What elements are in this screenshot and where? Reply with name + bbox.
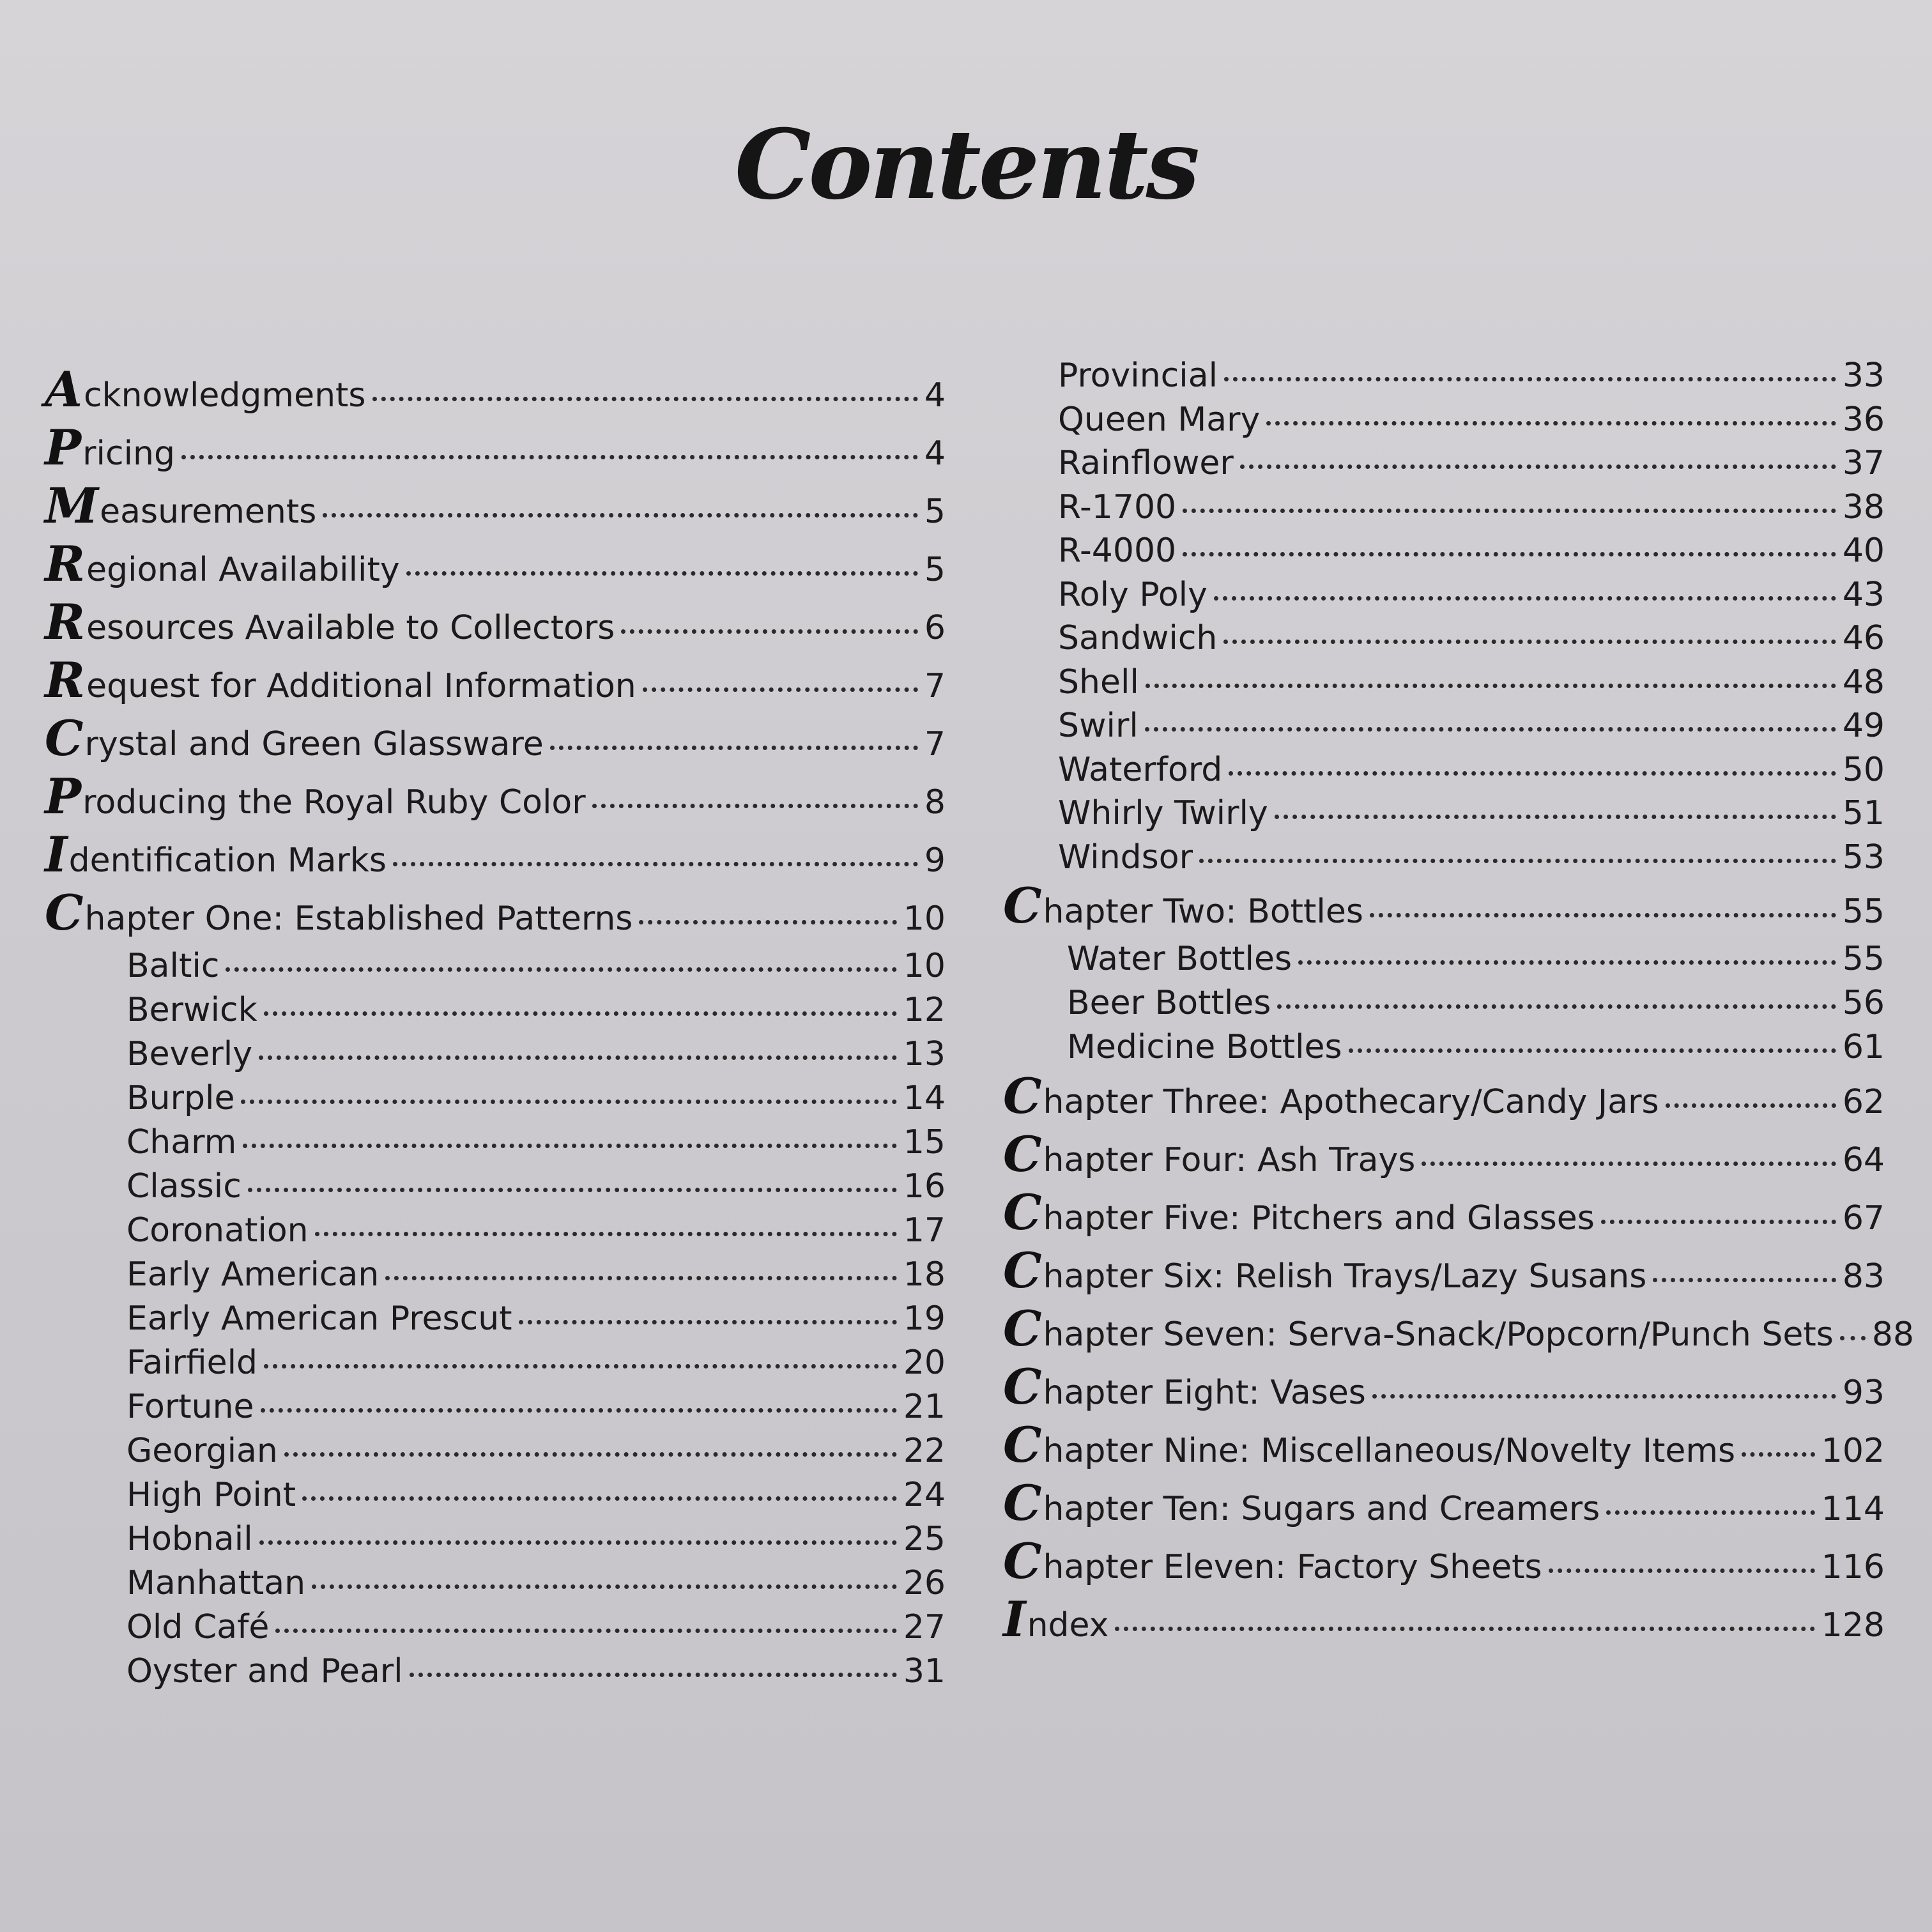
toc-subentry[interactable]	[1003, 707, 1885, 751]
dot-leader	[1183, 509, 1836, 513]
dot-leader	[393, 862, 918, 866]
toc-initial: C	[1003, 1184, 1042, 1241]
toc-page-number: 14	[903, 1079, 946, 1117]
dot-leader	[639, 920, 896, 924]
toc-label: High Point	[126, 1476, 296, 1514]
dot-leader	[385, 1276, 897, 1280]
toc-page-number: 18	[903, 1255, 946, 1294]
toc-page-number: 48	[1842, 663, 1885, 702]
dot-leader	[1372, 1394, 1836, 1399]
dot-leader	[1840, 1336, 1866, 1340]
toc-subentry[interactable]	[45, 1432, 946, 1476]
toc-label: Classic	[126, 1167, 241, 1206]
dot-leader	[1115, 1627, 1814, 1631]
toc-page-number: 64	[1842, 1141, 1885, 1179]
toc-entry[interactable]	[1003, 877, 1885, 940]
toc-page-number: 53	[1842, 838, 1885, 877]
toc-page-number: 10	[903, 947, 946, 985]
toc-subentry[interactable]	[1003, 838, 1885, 882]
toc-label: Sandwich	[1058, 619, 1218, 657]
right-column	[1003, 356, 1914, 1653]
toc-label: Fairfield	[126, 1344, 258, 1382]
toc-entry[interactable]	[45, 652, 946, 714]
toc-initial: C	[1003, 1416, 1042, 1473]
toc-subentry[interactable]	[45, 1520, 946, 1564]
toc-label: equest for Additional Information	[86, 667, 636, 705]
toc-label: Roly Poly	[1058, 575, 1208, 614]
toc-label: hapter Three: Apothecary/Candy Jars	[1043, 1083, 1659, 1121]
toc-label: ricing	[82, 434, 175, 473]
dot-leader	[1199, 859, 1836, 863]
toc-page-number: 10	[903, 900, 946, 938]
toc-page-number: 20	[903, 1344, 946, 1382]
toc-page-number: 5	[924, 551, 946, 589]
toc-initial: R	[45, 535, 86, 592]
toc-page-number: 67	[1842, 1199, 1885, 1238]
dot-leader	[1275, 815, 1836, 819]
dot-leader	[1666, 1103, 1836, 1108]
toc-page-number: 21	[903, 1388, 946, 1426]
toc-initial: I	[45, 826, 68, 883]
dot-leader	[1224, 377, 1836, 381]
dot-leader	[226, 967, 896, 972]
toc-subentry[interactable]	[45, 1388, 946, 1432]
toc-page-number: 27	[903, 1608, 946, 1646]
dot-leader	[315, 1232, 897, 1236]
toc-page-number: 36	[1842, 400, 1885, 439]
toc-page-number: 7	[924, 725, 946, 763]
toc-entry[interactable]	[1003, 1184, 1885, 1246]
toc-page-number: 55	[1842, 940, 1885, 978]
dot-leader	[1606, 1510, 1814, 1515]
toc-initial: P	[45, 419, 82, 476]
toc-subentry[interactable]	[1003, 576, 1885, 620]
toc-subentry[interactable]	[45, 1564, 946, 1608]
toc-initial: C	[1003, 1475, 1042, 1531]
toc-page-number: 8	[924, 783, 946, 822]
toc-label: roducing the Royal Ruby Color	[82, 783, 586, 822]
toc-page-number: 83	[1842, 1257, 1885, 1296]
toc-subentry[interactable]	[1003, 1028, 1885, 1072]
toc-label: hapter Six: Relish Trays/Lazy Susans	[1043, 1257, 1647, 1296]
toc-subentry[interactable]	[45, 1167, 946, 1211]
toc-label: R-1700	[1058, 487, 1177, 526]
toc-label: hapter Five: Pitchers and Glasses	[1043, 1199, 1595, 1238]
toc-page-number: 46	[1842, 619, 1885, 657]
dot-leader	[372, 397, 918, 401]
toc-label: Burple	[126, 1079, 235, 1117]
dot-leader	[1145, 727, 1836, 732]
toc-subentry[interactable]	[45, 1476, 946, 1520]
toc-page-number: 19	[903, 1300, 946, 1338]
toc-page-number: 4	[924, 376, 946, 415]
toc-label: Hobnail	[126, 1520, 253, 1558]
toc-initial: C	[1003, 1126, 1042, 1183]
toc-label: Shell	[1058, 663, 1139, 702]
toc-entry[interactable]	[1003, 1591, 1885, 1653]
toc-initial: C	[1003, 1300, 1042, 1357]
toc-label: rystal and Green Glassware	[84, 725, 544, 763]
toc-subentry[interactable]	[45, 1300, 946, 1344]
toc-entry[interactable]	[45, 826, 946, 889]
toc-label: Waterford	[1058, 750, 1223, 789]
toc-label: hapter Seven: Serva-Snack/Popcorn/Punch Sets	[1043, 1315, 1834, 1354]
toc-subentry[interactable]	[45, 1211, 946, 1255]
toc-subentry[interactable]	[1003, 532, 1885, 576]
toc-initial: C	[1003, 1533, 1042, 1590]
toc-page-number: 31	[903, 1652, 946, 1690]
toc-initial: C	[1003, 1068, 1042, 1124]
toc-label: Beer Bottles	[1067, 984, 1271, 1022]
toc-subentry[interactable]	[1003, 444, 1885, 488]
toc-label: R-4000	[1058, 532, 1177, 570]
toc-entry[interactable]	[1003, 1242, 1885, 1305]
toc-page-number: 55	[1842, 893, 1885, 931]
toc-initial: C	[1003, 1242, 1042, 1299]
dot-leader	[1742, 1452, 1815, 1457]
toc-subentry[interactable]	[1003, 940, 1885, 984]
toc-page-number: 26	[903, 1564, 946, 1602]
toc-page-number: 102	[1821, 1432, 1885, 1470]
toc-page-number: 43	[1842, 575, 1885, 614]
toc-label: hapter Ten: Sugars and Creamers	[1043, 1490, 1600, 1528]
toc-label: Georgian	[126, 1432, 278, 1470]
toc-label: Rainflower	[1058, 444, 1234, 482]
toc-label: dentification Marks	[68, 841, 387, 880]
toc-subentry[interactable]	[1003, 488, 1885, 532]
toc-label: Beverly	[126, 1035, 253, 1073]
dot-leader	[275, 1629, 896, 1633]
dot-leader	[1146, 684, 1836, 688]
dot-leader	[621, 629, 918, 634]
toc-page-number: 51	[1842, 794, 1885, 832]
toc-initial: M	[45, 477, 99, 534]
toc-label: Old Café	[126, 1608, 270, 1646]
dot-leader	[241, 1100, 896, 1104]
toc-page-number: 6	[924, 609, 946, 647]
toc-label: Queen Mary	[1058, 400, 1261, 439]
toc-page-number: 24	[903, 1476, 946, 1514]
dot-leader	[519, 1320, 897, 1324]
toc-page-number: 50	[1842, 750, 1885, 789]
dot-leader	[1183, 552, 1836, 556]
dot-leader	[1229, 771, 1836, 776]
dot-leader	[1549, 1568, 1815, 1573]
toc-entry[interactable]	[45, 477, 946, 540]
dot-leader	[1653, 1278, 1836, 1282]
toc-initial: R	[45, 652, 86, 709]
toc-subentry[interactable]	[45, 947, 946, 991]
toc-entry[interactable]	[1003, 1126, 1885, 1188]
dot-leader	[181, 455, 918, 459]
toc-entry[interactable]	[45, 361, 946, 424]
page-title: Contents	[734, 109, 1197, 221]
toc-label: cknowledgments	[83, 376, 366, 415]
toc-initial: A	[45, 361, 82, 418]
toc-label: Berwick	[126, 991, 257, 1029]
toc-label: Windsor	[1058, 838, 1193, 877]
dot-leader	[323, 513, 918, 518]
toc-label: esources Available to Collectors	[86, 609, 615, 647]
toc-subentry[interactable]	[1003, 984, 1885, 1028]
toc-subentry[interactable]	[1003, 356, 1885, 401]
toc-page-number: 38	[1842, 487, 1885, 526]
toc-page-number: 25	[903, 1520, 946, 1558]
toc-page-number: 114	[1821, 1490, 1885, 1528]
toc-entry[interactable]	[1003, 1358, 1885, 1421]
toc-page-number: 62	[1842, 1083, 1885, 1121]
toc-label: hapter Nine: Miscellaneous/Novelty Items	[1043, 1432, 1736, 1470]
toc-page-number: 7	[924, 667, 946, 705]
toc-initial: C	[45, 710, 84, 767]
toc-label: Oyster and Pearl	[126, 1652, 403, 1690]
toc-label: hapter Two: Bottles	[1043, 893, 1363, 931]
toc-subentry[interactable]	[45, 1608, 946, 1652]
toc-label: hapter Eleven: Factory Sheets	[1043, 1548, 1542, 1586]
toc-label: egional Availability	[86, 551, 400, 589]
dot-leader	[264, 1011, 897, 1016]
dot-leader	[1240, 464, 1836, 469]
dot-leader	[410, 1673, 897, 1677]
dot-leader	[1349, 1048, 1836, 1053]
toc-label: Water Bottles	[1067, 940, 1292, 978]
dot-leader	[259, 1540, 897, 1545]
toc-entry[interactable]	[45, 535, 946, 598]
dot-leader	[302, 1496, 897, 1501]
toc-page-number: 4	[924, 434, 946, 473]
dot-leader	[1601, 1220, 1836, 1224]
toc-label: Swirl	[1058, 707, 1138, 745]
toc-page-number: 116	[1821, 1548, 1885, 1586]
dot-leader	[406, 571, 918, 576]
toc-label: Coronation	[126, 1211, 309, 1250]
toc-entry[interactable]	[1003, 1300, 1914, 1363]
dot-leader	[264, 1364, 897, 1368]
toc-page-number: 37	[1842, 444, 1885, 482]
dot-leader	[259, 1055, 897, 1060]
dot-leader	[261, 1408, 897, 1413]
dot-leader	[1277, 1004, 1836, 1009]
toc-subentry[interactable]	[45, 1123, 946, 1167]
toc-label: ndex	[1027, 1606, 1109, 1644]
toc-label: Early American	[126, 1255, 379, 1294]
toc-entry[interactable]	[45, 710, 946, 772]
toc-page-number: 22	[903, 1432, 946, 1470]
toc-label: easurements	[100, 493, 317, 531]
left-column	[45, 361, 946, 1696]
dot-leader	[243, 1144, 897, 1148]
toc-initial: I	[1003, 1591, 1026, 1648]
toc-subentry[interactable]	[1003, 619, 1885, 663]
toc-entry[interactable]	[45, 884, 946, 947]
toc-page-number: 40	[1842, 532, 1885, 570]
dot-leader	[248, 1188, 897, 1192]
dot-leader	[312, 1584, 897, 1589]
toc-subentry[interactable]	[45, 1344, 946, 1388]
toc-label: Manhattan	[126, 1564, 306, 1602]
toc-initial: P	[45, 768, 82, 825]
dot-leader	[1266, 421, 1836, 425]
toc-page-number: 56	[1842, 984, 1885, 1022]
dot-leader	[284, 1452, 897, 1457]
toc-page-number: 15	[903, 1123, 946, 1162]
dot-leader	[1223, 640, 1836, 644]
toc-entry[interactable]	[1003, 1068, 1885, 1130]
toc-label: Charm	[126, 1123, 237, 1162]
toc-initial: C	[45, 884, 84, 941]
toc-page-number: 12	[903, 991, 946, 1029]
toc-entry[interactable]	[1003, 1475, 1885, 1537]
toc-subentry[interactable]	[1003, 751, 1885, 795]
toc-page-number: 5	[924, 493, 946, 531]
toc-entry[interactable]	[45, 419, 946, 482]
toc-label: Early American Prescut	[126, 1300, 512, 1338]
toc-label: hapter One: Established Patterns	[84, 900, 633, 938]
toc-initial: R	[45, 594, 86, 650]
toc-label: Provincial	[1058, 356, 1218, 395]
toc-label: hapter Eight: Vases	[1043, 1374, 1366, 1412]
toc-initial: C	[1003, 1358, 1042, 1415]
toc-page-number: 88	[1871, 1315, 1914, 1354]
toc-subentry[interactable]	[45, 1035, 946, 1079]
toc-label: Baltic	[126, 947, 220, 985]
toc-subentry[interactable]	[1003, 794, 1885, 838]
toc-page-number: 9	[924, 841, 946, 880]
toc-entry[interactable]	[45, 594, 946, 656]
toc-label: Whirly Twirly	[1058, 794, 1268, 832]
toc-page-number: 61	[1842, 1028, 1885, 1066]
toc-subentry[interactable]	[45, 1079, 946, 1123]
dot-leader	[1214, 596, 1836, 601]
toc-label: Medicine Bottles	[1067, 1028, 1342, 1066]
dot-leader	[550, 746, 918, 750]
toc-subentry[interactable]	[45, 991, 946, 1035]
toc-entry[interactable]	[1003, 1416, 1885, 1479]
toc-page-number: 33	[1842, 356, 1885, 395]
toc-page-number: 128	[1821, 1606, 1885, 1644]
dot-leader	[592, 804, 918, 808]
toc-page-number: 16	[903, 1167, 946, 1206]
toc-page-number: 13	[903, 1035, 946, 1073]
toc-subentry[interactable]	[45, 1255, 946, 1300]
toc-initial: C	[1003, 877, 1042, 934]
toc-label: hapter Four: Ash Trays	[1043, 1141, 1416, 1179]
dot-leader	[1370, 913, 1836, 917]
toc-label: Fortune	[126, 1388, 254, 1426]
toc-subentry[interactable]	[1003, 401, 1885, 445]
dot-leader	[1298, 960, 1836, 965]
toc-entry[interactable]	[1003, 1533, 1885, 1595]
toc-entry[interactable]	[45, 768, 946, 831]
toc-page-number: 17	[903, 1211, 946, 1250]
dot-leader	[643, 687, 918, 692]
toc-page-number: 93	[1842, 1374, 1885, 1412]
toc-subentry[interactable]	[45, 1652, 946, 1696]
dot-leader	[1422, 1162, 1836, 1166]
toc-page-number: 49	[1842, 707, 1885, 745]
toc-subentry[interactable]	[1003, 663, 1885, 707]
